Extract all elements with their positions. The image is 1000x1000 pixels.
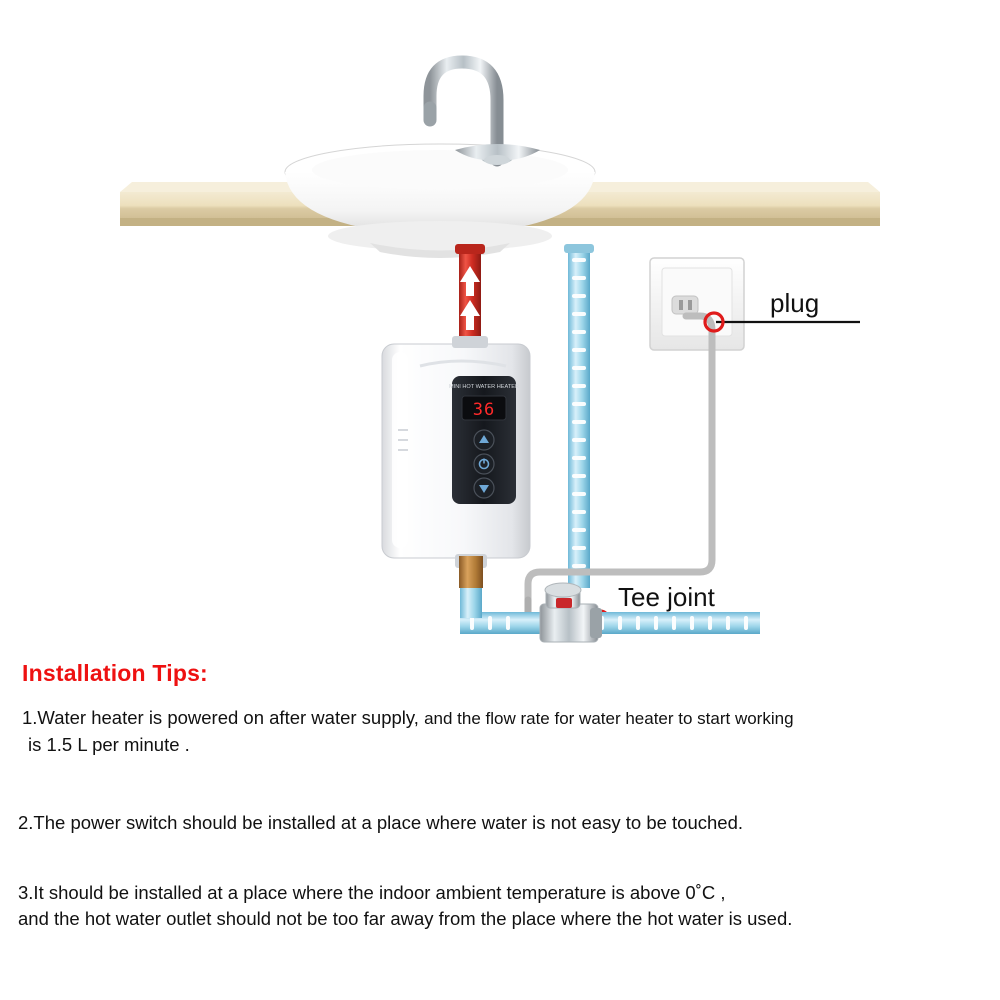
tip-2-rest: where water is not easy to be touched.: [426, 812, 744, 833]
tip-1-lead: 1.Water heater is powered on after water supply,: [22, 707, 419, 728]
plug-label: plug: [770, 288, 820, 318]
cold-water-supply-horizontal: [460, 588, 760, 634]
installation-tips-section: [0, 650, 1000, 1000]
tee-joint-label: Tee joint: [618, 582, 715, 612]
tip-item-1: [22, 705, 982, 758]
tee-joint: [540, 583, 602, 642]
installation-tips-title: Installation Tips:: [22, 660, 208, 686]
tip-item-2: [18, 810, 978, 836]
tip-item-3: [18, 880, 988, 932]
tip-3-lead: 3.It should be installed at a place where the indoor ambient temperature is above 0˚C ,: [18, 882, 726, 903]
power-button-icon[interactable]: [474, 454, 494, 474]
heater-outlet-copper: [459, 556, 483, 588]
tip-2-lead: 2.The power switch should be installed at a place: [18, 812, 422, 833]
tip-3-line2: and the hot water outlet should not be too far away from the place where the hot water is used.: [18, 908, 793, 929]
heater-brand-text: MINI HOT WATER HEATER: [448, 384, 520, 390]
wall-socket: [650, 258, 744, 350]
sink-basin: [285, 144, 595, 258]
cold-water-pipe-vertical: [564, 244, 594, 588]
tip-1-line2: is 1.5 L per minute .: [28, 734, 190, 755]
socket-outlet-icon: [672, 296, 698, 314]
tip-1-rest: and the flow rate for water heater to start working: [424, 709, 794, 728]
power-cable: [528, 316, 712, 606]
water-heater-unit: [382, 336, 530, 588]
temperature-value: 36: [472, 400, 496, 420]
